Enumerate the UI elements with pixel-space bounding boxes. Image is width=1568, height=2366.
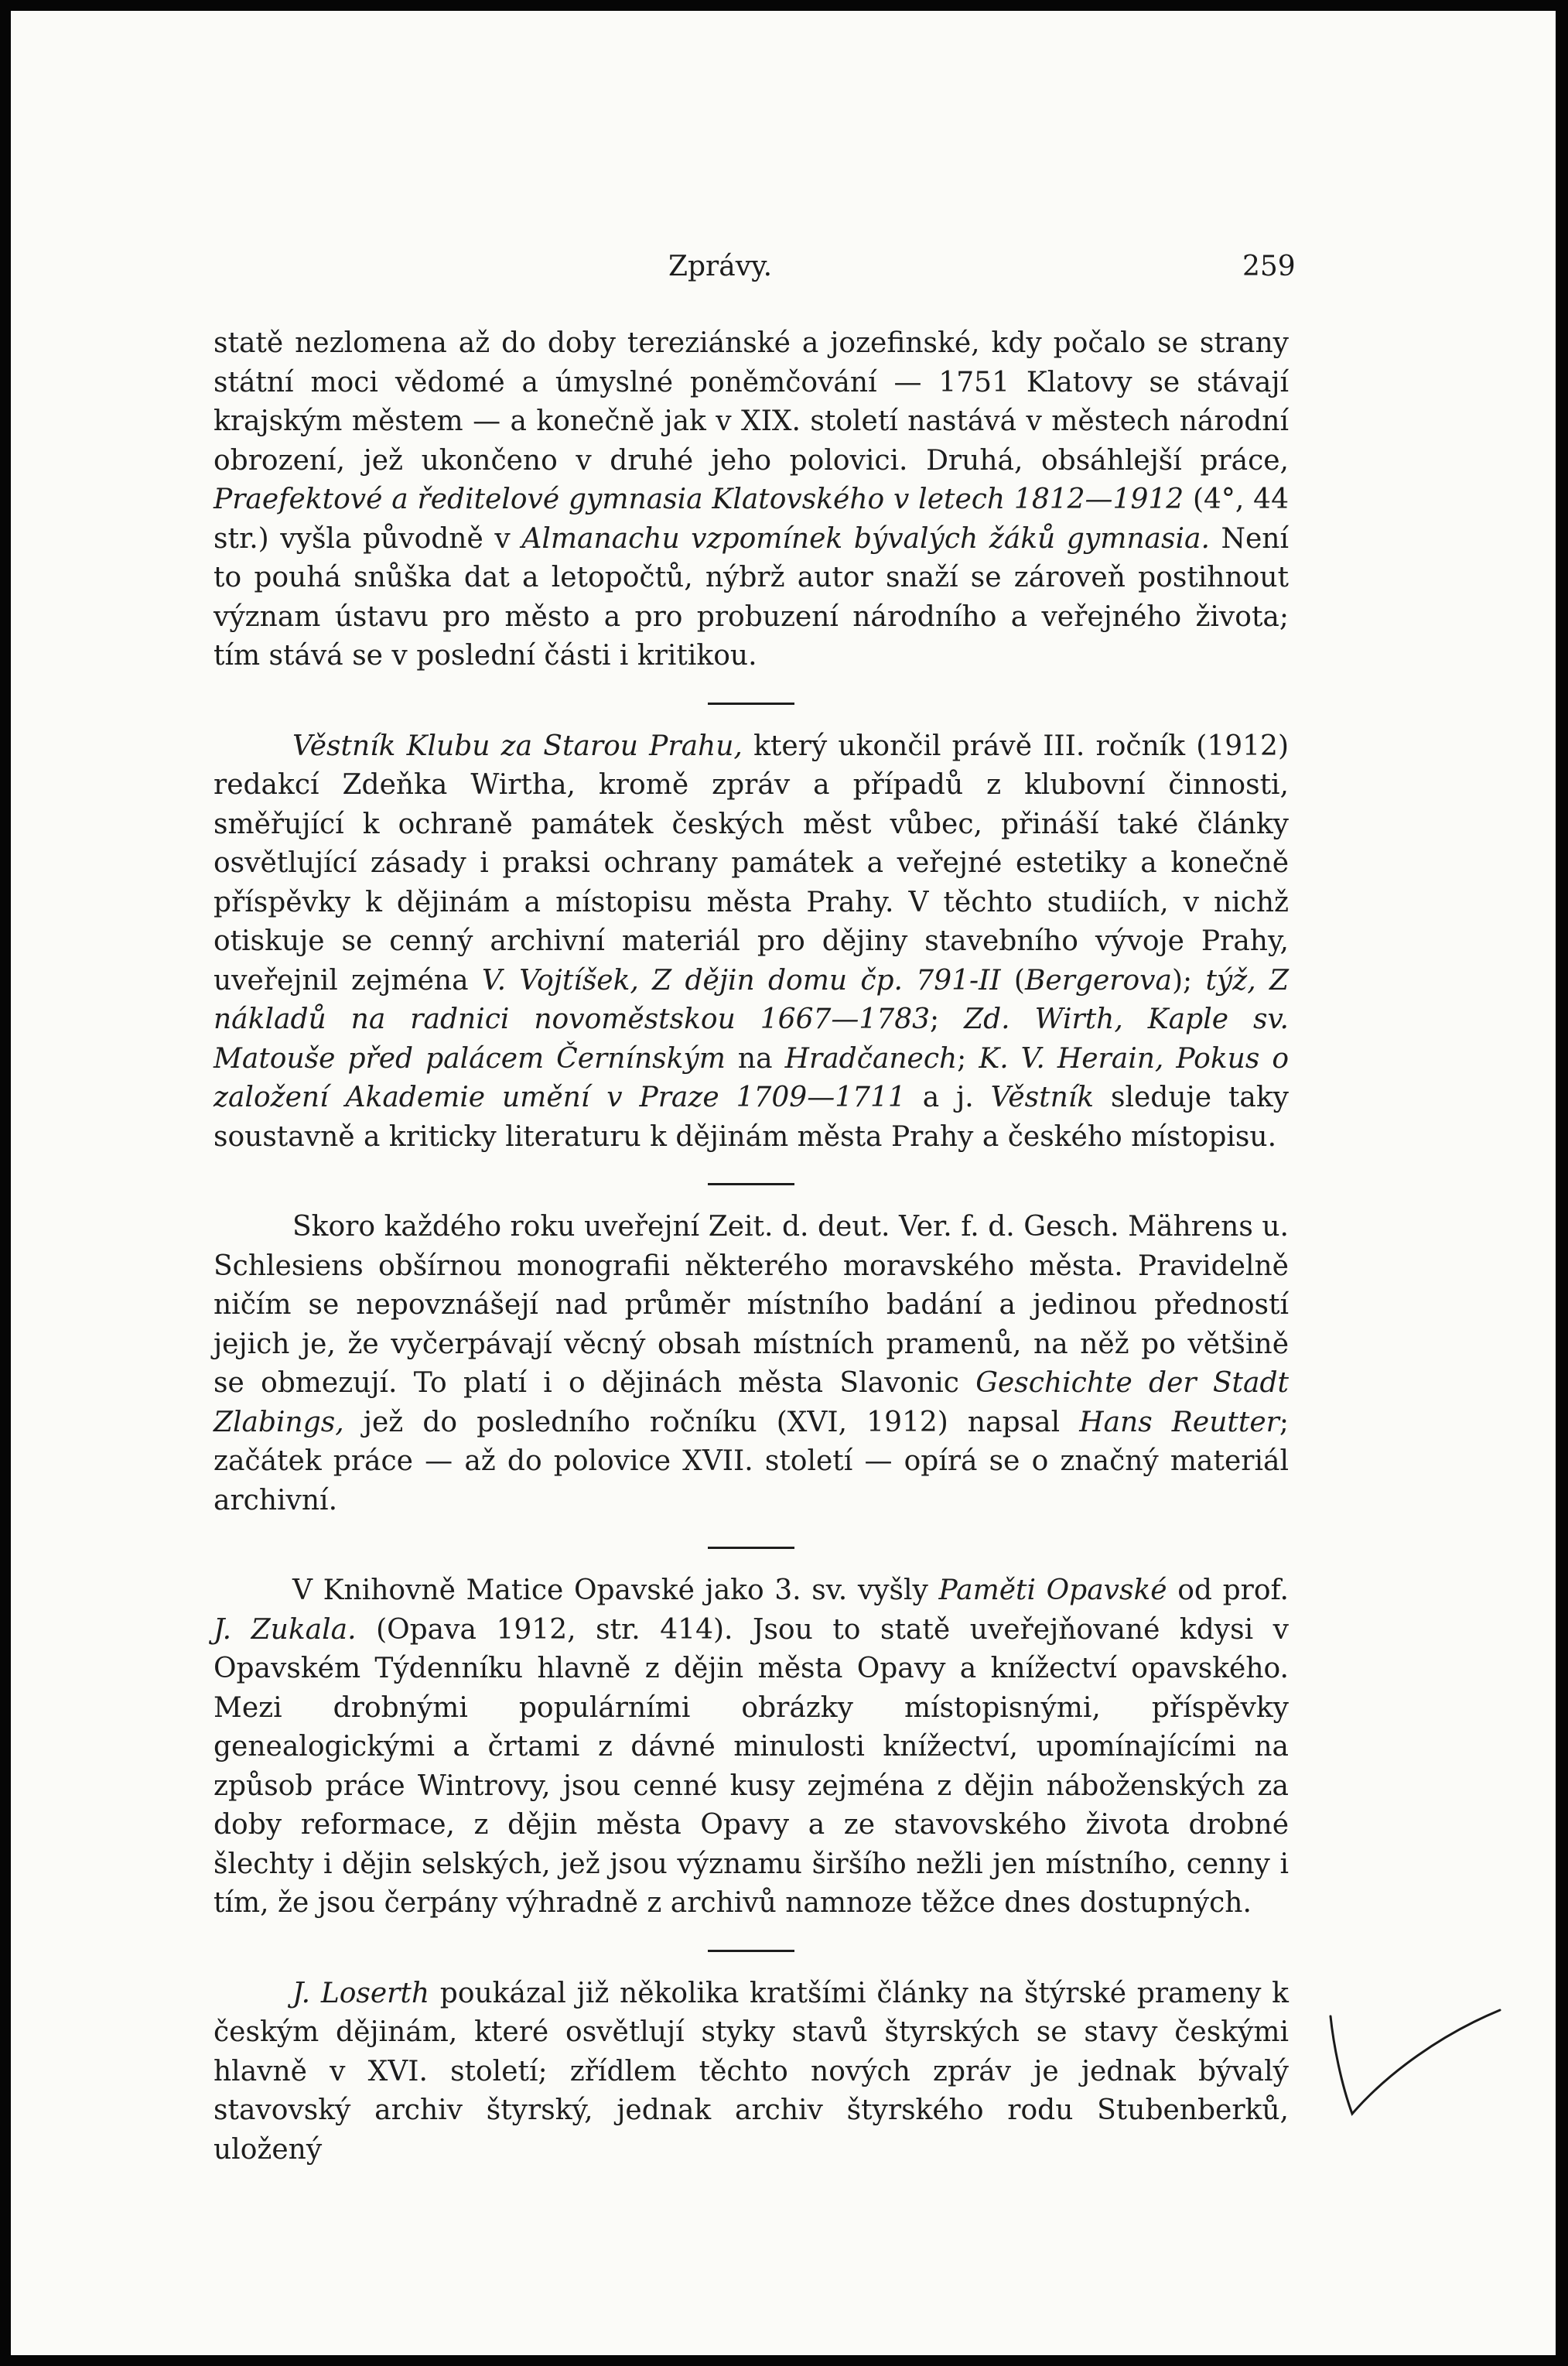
italic-text-run: Bergerova <box>1024 964 1172 997</box>
page-number: 259 <box>1242 251 1296 282</box>
text-run: ); <box>1171 964 1206 997</box>
running-title: Zprávy. <box>668 251 773 282</box>
document-page <box>11 11 1556 2355</box>
italic-text-run: Paměti Opavské <box>938 1574 1167 1606</box>
text-run: (4°, 44 str.) vyšla původně v <box>214 484 1289 555</box>
text-run: poukázal již několika kratšími články na štýrské prameny k českým dějinám, které osvětlují styky stavů štyrských se stavy českými hlavně v XVI. století; zřídlem těchto nových zpráv je jednak bývalý stavovský archiv štyrský, jednak archiv štyrského rodu Stubenberků, uložený <box>214 1977 1289 2166</box>
paragraph-slavonice <box>214 1208 1289 1520</box>
paragraph-klatovy <box>214 324 1289 676</box>
text-run: statě nezlomena až do doby tereziánské a jozefinské, kdy počalo se strany státní moci vědomé a úmyslné poněmčování — 1751 Klatovy se stávají krajským městem — a konečně jak v XIX. století nastává v městech národní obrození, jež ukončeno v druhé jeho polovici. Druhá, obsáhlejší práce, <box>214 327 1289 477</box>
italic-text-run: Věstník Klubu za Starou Prahu, <box>292 730 743 762</box>
paragraph-vestnik <box>214 727 1289 1157</box>
text-run: ; <box>957 1042 979 1075</box>
handwritten-check-mark <box>1326 1999 1504 2123</box>
paragraph-opava <box>214 1571 1289 1923</box>
text-run: který ukončil právě III. ročník (1912) redakcí Zdeňka Wirtha, kromě zpráv a případů z klubovní činnosti, směřující k ochraně památek českých měst vůbec, přináší také články osvětlující zásady i praksi ochrany památek a veřejné estetiky a konečně příspěvky k dějinám a místopisu města Prahy. V těchto studiích, v nichž otiskuje se cenný archivní materiál pro dějiny stavebního vývoje Prahy, uveřejnil zejména <box>214 730 1289 997</box>
italic-text-run: Hans Reutter <box>1079 1406 1279 1438</box>
italic-text-run: Praefektové a ředitelové gymnasia Klatovského v letech 1812—1912 <box>214 484 1184 515</box>
text-run: ; začátek práce — až do polovice XVII. století — opírá se o značný materiál archivní. <box>214 1406 1289 1516</box>
section-divider <box>708 1950 794 1952</box>
section-divider <box>708 703 794 705</box>
text-run: Skoro každého roku uveřejní Zeit. d. deut. Ver. f. d. Gesch. Mährens u. Schlesiens obšírnou monografii některého moravského města. Pravidelně ničím se nepovznášejí nad průměr místního badání a jedinou předností jejich je, že vyčerpávají věcný obsah místních pramenů, na něž po většině se obmezují. To platí i o dějinách města Slavonic <box>214 1211 1289 1399</box>
text-run: a j. <box>905 1082 991 1113</box>
text-run: od prof. <box>1167 1574 1289 1606</box>
italic-text-run: Věstník <box>990 1082 1095 1113</box>
text-run: ; <box>930 1003 965 1035</box>
text-run: V Knihovně Matice Opavské jako 3. sv. vyšly <box>292 1574 939 1606</box>
article-body <box>214 324 1289 2169</box>
italic-text-run: K. V. Herain, Pokus o založení Akademie umění v Praze 1709—1711 <box>214 1042 1289 1113</box>
text-run: sleduje taky soustavně a kriticky literaturu k dějinám města Prahy a českého místopisu. <box>214 1082 1289 1153</box>
italic-text-run: týž, Z nákladů na radnici novoměstskou 1667—1783 <box>214 964 1289 1035</box>
text-run: na <box>725 1042 785 1075</box>
page-header <box>11 251 1556 297</box>
text-run: Není to pouhá snůška dat a letopočtů, nýbrž autor snaží se zároveň postihnout význam ústavu pro město a pro probuzení národního a veřejného života; tím stává se v poslední části i kritikou. <box>214 522 1290 672</box>
paragraph-loserth <box>214 1975 1289 2170</box>
text-run: jež do posledního ročníku (XVI, 1912) napsal <box>343 1406 1080 1438</box>
section-divider <box>708 1183 794 1185</box>
text-run: (Opava 1912, str. 414). Jsou to statě uveřejňované kdysi v Opavském Týdenníku hlavně z dějin města Opavy a knížectví opavského. Mezi drobnými populárními obrázky místopisnými, příspěvky genealogickými a črtami z dávné minulosti knížectví, upomínajícími na způsob práce Wintrovy, jsou cenné kusy zejména z dějin náboženských za doby reformace, z dějin města Opavy a ze stavovského života drobné šlechty i dějin selských, jež jsou významu širšího nežli jen místního, cenny i tím, že jsou čerpány výhradně z archivů namnoze těžce dnes dostupných. <box>214 1613 1290 1919</box>
italic-text-run: Geschichte der Stadt Zlabings, <box>214 1367 1289 1438</box>
italic-text-run: J. Loserth <box>292 1977 430 2009</box>
italic-text-run: Zd. Wirth, Kaple sv. Matouše před palácem Černínským <box>214 1003 1289 1075</box>
text-run: ( <box>1000 964 1025 997</box>
section-divider <box>708 1547 794 1549</box>
italic-text-run: J. Zukala. <box>214 1613 357 1646</box>
italic-text-run: Almanachu vzpomínek bývalých žáků gymnasia. <box>521 522 1210 555</box>
italic-text-run: V. Vojtíšek, Z dějin domu čp. 791-II <box>481 964 1001 997</box>
italic-text-run: Hradčanech <box>784 1042 958 1075</box>
